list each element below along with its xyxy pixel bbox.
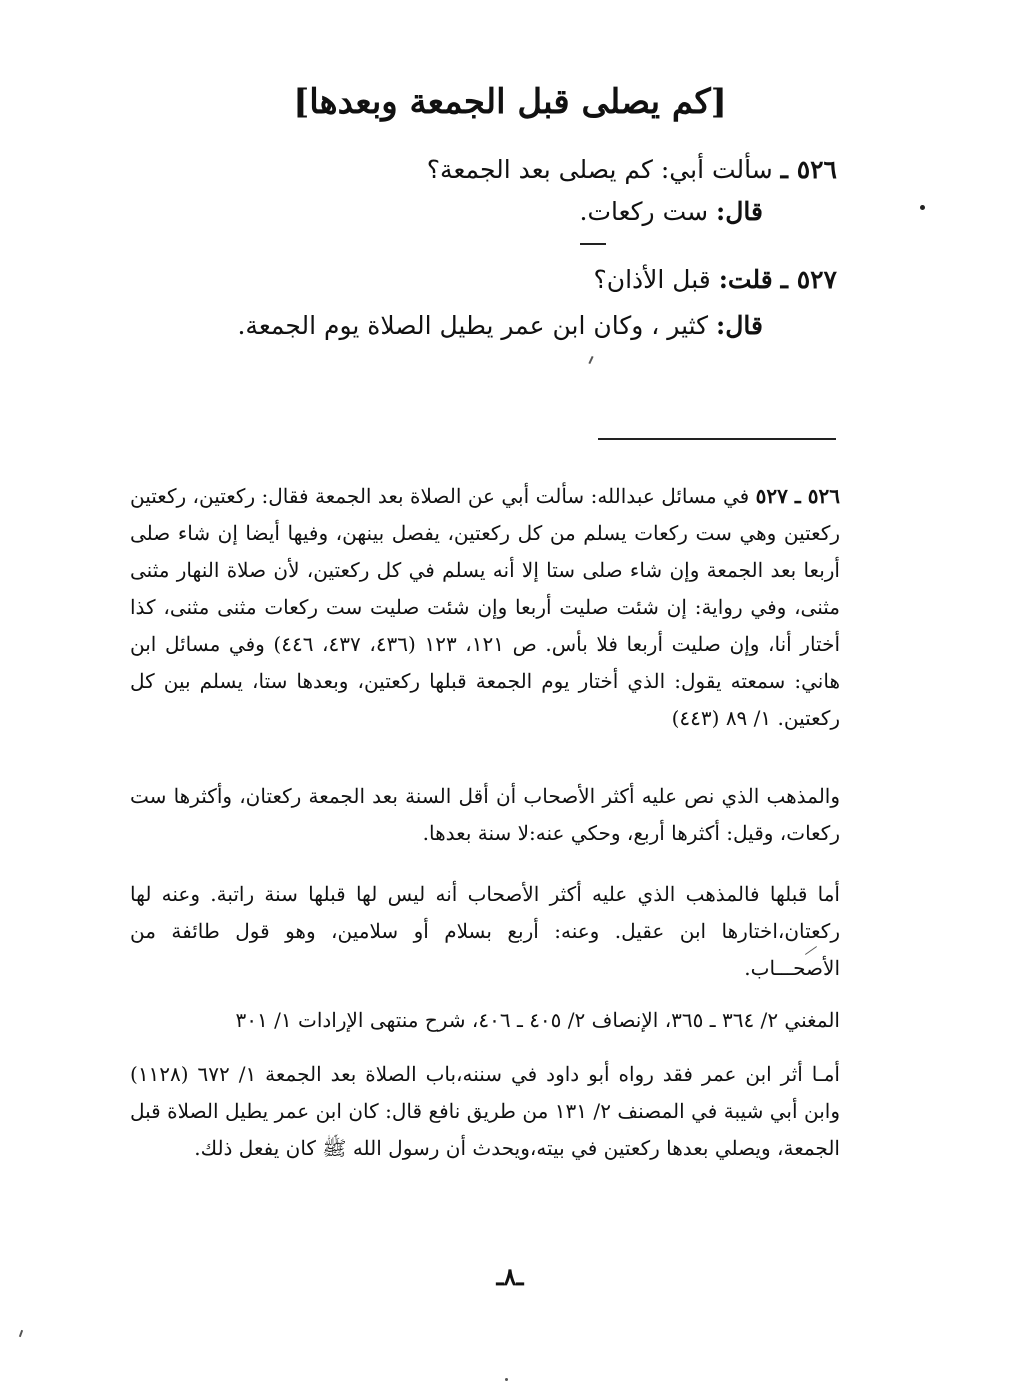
page-number: ـ٨ـ: [496, 1262, 524, 1291]
question-number: ٥٢٦ ـ: [780, 155, 837, 184]
short-dash: [580, 243, 606, 245]
footnote-text: المغني ٢/ ٣٦٤ ـ ٣٦٥، الإنصاف ٢/ ٤٠٥ ـ ٤٠٦، شرح منتهى الإرادات ١/ ٣٠١: [235, 1008, 840, 1032]
question-text: سألت أبي: كم يصلى بعد الجمعة؟: [426, 155, 773, 184]
footnote-text: في مسائل عبدالله: سألت أبي عن الصلاة بعد الجمعة فقال: ركعتين، ركعتين ركعتين وهي ست ركعات يسلم من كل ركعتين، يفصل بينهن، وفيها أيضا إن شاء صلى أربعا بعد الجمعة وإن شاء صلى ستا إلا أنه يسلم في كل ركعتين، لأن صلاة النهار مثنى مثنى، وفي رواية: إن شئت صليت أربعا وإن شئت صليت ست ركعات مثنى مثنى، كذا أختار أنا، وإن صليت أربعا فلا بأس. ص ١٢١، ١٢٣ (٤٣٦، ٤٣٧، ٤٤٦) وفي مسائل ابن هاني: سمعته يقول: الذي أختار يوم الجمعة قبلها ركعتين، وبعدها ستا، يسلم بين كل ركعتين. ١/ ٨٩ (٤٤٣): [130, 484, 840, 730]
footnote-separator: [598, 438, 836, 440]
answer-526: [580, 194, 764, 230]
footnote-text: والمذهب الذي نص عليه أكثر الأصحاب أن أقل السنة بعد الجمعة ركعتان، وأكثرها ست ركعات، وقيل: أكثرها أربع، وحكي عنه:لا سنة بعدها.: [130, 784, 840, 845]
question-526: [427, 152, 837, 188]
question-number: ٥٢٧ ـ: [780, 265, 837, 294]
footnote-paragraph-2: [130, 778, 840, 852]
footnote-text: أمـا أثر ابن عمر فقد رواه أبو داود في سننه،باب الصلاة بعد الجمعة ١/ ٦٧٢ (١١٢٨) وابن أبي شيبة في المصنف ٢/ ١٣١ من طريق نافع قال: كان ابن عمر يطيل الصلاة قبل الجمعة، ويصلي بعدها ركعتين في بيته،ويحدث أن رسول الله ﷺ كان يفعل ذلك.: [130, 1062, 840, 1160]
answer-label: قال:: [716, 197, 763, 226]
answer-527: [237, 308, 763, 344]
answer-text: كثير ، وكان ابن عمر يطيل الصلاة يوم الجمعة.: [237, 311, 709, 340]
footnote-paragraph-5: [130, 1056, 840, 1167]
question-label: قلت:: [718, 265, 773, 294]
footnote-number: ٥٢٦ ـ ٥٢٧: [755, 484, 840, 508]
answer-text: ست ركعات.: [579, 197, 709, 226]
footnote-references: [130, 1002, 840, 1039]
footnote-paragraph-1: [130, 478, 840, 737]
footnote-text: أما قبلها فالمذهب الذي عليه أكثر الأصحاب أنه ليس لها قبلها سنة راتبة. وعنه لها ركعتان،اختارها ابن عقيل. وعنه: أربع بسلام أو سلامين، وهو قول طائفة من الأصحـــاب.: [130, 882, 840, 980]
margin-dot: [920, 205, 925, 210]
question-text: قبل الأذان؟: [593, 265, 711, 294]
page-title: [كم يصلى قبل الجمعة وبعدها]: [293, 82, 727, 122]
question-527: [593, 262, 837, 298]
footnote-paragraph-3: [130, 876, 840, 987]
answer-label: قال:: [716, 311, 763, 340]
